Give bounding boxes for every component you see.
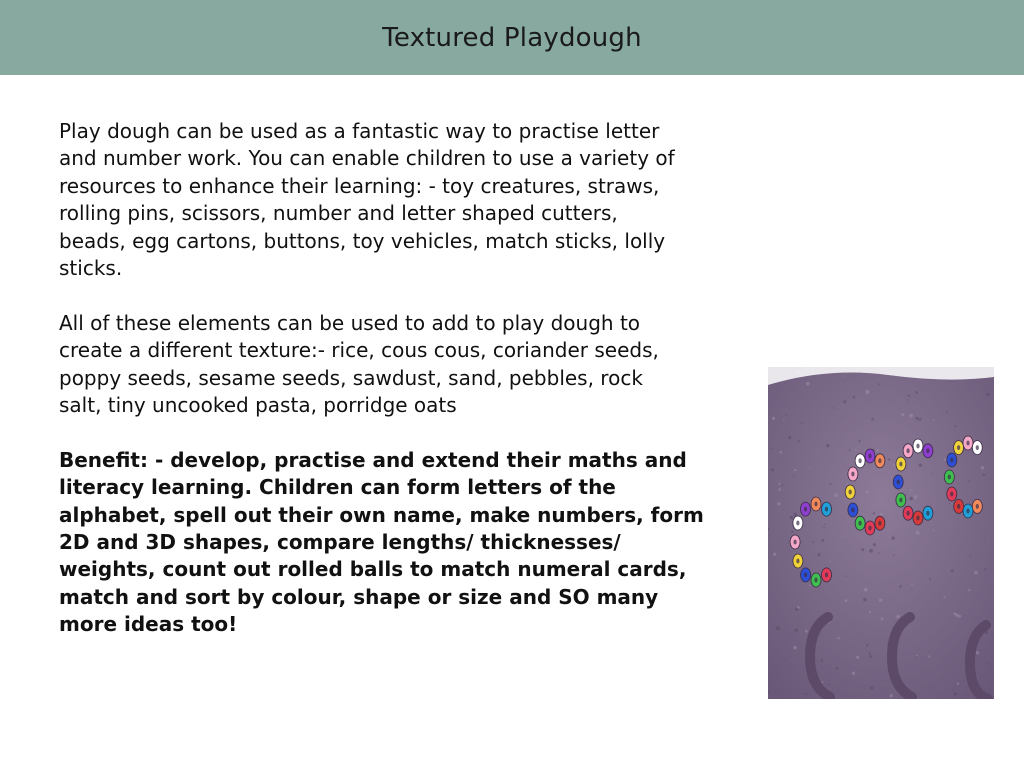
dough-background [768, 367, 994, 699]
texture-speck [974, 571, 977, 574]
texture-speck [879, 383, 881, 385]
texture-speck [893, 555, 895, 557]
bead-hole [796, 521, 799, 526]
texture-speck [909, 414, 913, 418]
bead-hole [926, 448, 929, 453]
texture-speck [821, 659, 824, 662]
texture-speck [914, 495, 917, 498]
texture-speck [870, 655, 873, 658]
texture-speck [887, 679, 888, 680]
texture-speck [986, 393, 990, 397]
texture-speck [887, 506, 889, 508]
texture-speck [778, 483, 780, 485]
texture-speck [891, 476, 893, 478]
texture-speck [786, 414, 788, 416]
texture-speck [933, 419, 935, 421]
texture-speck [888, 459, 890, 461]
texture-speck [772, 417, 775, 420]
texture-speck [830, 561, 832, 563]
texture-speck [852, 672, 855, 675]
texture-speck [847, 483, 848, 484]
texture-speck [828, 684, 829, 685]
texture-speck [870, 686, 874, 690]
bead-hole [804, 573, 807, 578]
texture-speck [818, 553, 821, 556]
texture-speck [958, 615, 961, 618]
texture-speck [955, 614, 958, 617]
texture-speck [951, 570, 954, 573]
bead-hole [878, 458, 881, 463]
texture-speck [845, 576, 846, 577]
bead-hole [814, 578, 817, 583]
texture-speck [821, 681, 823, 683]
texture-speck [777, 502, 780, 505]
texture-speck [869, 653, 871, 655]
texture-speck [773, 553, 776, 556]
texture-speck [821, 539, 824, 542]
bead-hole [916, 444, 919, 449]
texture-speck [794, 469, 796, 471]
title-bar [0, 0, 1024, 75]
texture-speck [843, 400, 846, 403]
texture-speck [986, 663, 988, 665]
bead-hole [916, 516, 919, 521]
texture-speck [871, 418, 874, 421]
texture-speck [907, 399, 908, 400]
texture-speck [805, 693, 807, 695]
texture-speck [890, 694, 893, 697]
texture-speck [879, 599, 882, 602]
texture-speck [910, 489, 912, 491]
texture-speck [933, 530, 935, 532]
texture-speck [875, 504, 876, 505]
paragraph-resources: Play dough can be used as a fantastic way to practise letter and number work. You can enable children to use a variety of resources to enhance their learning: - toy creatures, straws, rolling pins, scissors, number and letter shaped cutters, beads, egg cartons, buttons, toy vehicles, match sticks, lolly sticks. [59, 119, 675, 281]
texture-speck [849, 449, 851, 451]
texture-speck [869, 549, 873, 553]
bead-hole [825, 507, 828, 512]
texture-speck [778, 488, 781, 491]
texture-speck [837, 637, 839, 639]
texture-speck [858, 440, 860, 442]
texture-speck [810, 467, 811, 468]
texture-speck [911, 584, 913, 586]
texture-speck [866, 390, 870, 394]
bead-hole [851, 508, 854, 513]
texture-speck [984, 537, 985, 538]
texture-speck [805, 630, 808, 633]
texture-speck [853, 396, 856, 399]
bead-hole [950, 492, 953, 497]
texture-speck [976, 651, 979, 654]
texture-speck [866, 491, 869, 494]
bead-hole [849, 490, 852, 495]
texture-speck [919, 418, 922, 421]
texture-speck [809, 584, 811, 586]
texture-speck [908, 395, 910, 397]
texture-speck [780, 451, 783, 454]
texture-speck [836, 667, 839, 670]
bead-hole [966, 441, 969, 446]
texture-speck [812, 541, 814, 543]
bead-hole [948, 475, 951, 480]
texture-speck [806, 382, 810, 386]
texture-speck [969, 555, 970, 556]
bead-hole [926, 511, 929, 516]
texture-speck [785, 659, 786, 660]
bead-hole [851, 472, 854, 477]
texture-speck [905, 494, 906, 495]
texture-speck [881, 617, 884, 620]
texture-speck [916, 656, 918, 658]
texture-speck [869, 611, 871, 613]
bead-hole [976, 445, 979, 450]
texture-speck [949, 503, 950, 504]
texture-speck [946, 412, 948, 414]
texture-speck [783, 420, 784, 421]
texture-speck [957, 683, 959, 685]
bead-hole [859, 458, 862, 463]
texture-speck [801, 422, 803, 424]
bead-hole [957, 445, 960, 450]
texture-speck [919, 464, 922, 467]
bead-hole [976, 504, 979, 509]
texture-speck [782, 484, 784, 486]
texture-speck [915, 391, 918, 394]
texture-speck [791, 531, 793, 533]
bead-hole [814, 502, 817, 507]
bead-hole [897, 480, 900, 485]
texture-speck [863, 598, 866, 601]
texture-speck [793, 475, 794, 476]
texture-speck [842, 375, 843, 376]
texture-speck [968, 481, 970, 483]
slide-title: Textured Playdough [382, 22, 642, 53]
bead-hole [796, 559, 799, 564]
texture-speck [873, 543, 876, 546]
texture-speck [915, 417, 918, 420]
texture-speck [770, 448, 772, 450]
bead-hole [966, 509, 969, 514]
bead-hole [868, 454, 871, 459]
bead-hole [907, 448, 910, 453]
texture-speck [909, 497, 913, 501]
texture-speck [790, 516, 793, 519]
texture-speck [797, 606, 800, 609]
texture-speck [981, 466, 985, 470]
texture-speck [943, 596, 945, 598]
texture-speck [892, 536, 895, 539]
texture-speck [833, 407, 835, 409]
texture-speck [823, 527, 824, 528]
paragraph-benefit: Benefit: - develop, practise and extend their maths and literacy learning. Children can form letters of the alphabet, spell out their own name, make numbers, form 2D and 3D shapes, compare lengths/ thicknesses/ weights, count out rolled balls to match numeral cards, match and sort by colour, shape or size and SO many more ideas too! [59, 447, 704, 637]
texture-speck [968, 589, 970, 591]
texture-speck [829, 483, 831, 485]
playdough-photo [768, 367, 994, 699]
texture-speck [873, 512, 875, 514]
texture-speck [955, 425, 957, 427]
bead-hole [899, 462, 902, 467]
texture-speck [793, 646, 796, 649]
bead-hole [950, 458, 953, 463]
texture-speck [878, 552, 880, 554]
texture-speck [900, 513, 901, 514]
bead-hole [825, 573, 828, 578]
texture-speck [794, 628, 798, 632]
texture-speck [826, 444, 829, 447]
texture-speck [931, 473, 932, 474]
bead-hole [907, 511, 910, 516]
texture-speck [798, 440, 800, 442]
texture-speck [954, 692, 957, 695]
texture-speck [866, 644, 868, 646]
body-text [59, 118, 739, 666]
texture-speck [901, 413, 904, 416]
texture-speck [864, 588, 868, 592]
texture-speck [805, 379, 806, 380]
texture-speck [834, 493, 838, 497]
texture-speck [983, 474, 985, 476]
texture-speck [788, 436, 791, 439]
texture-speck [916, 531, 920, 535]
texture-speck [876, 449, 878, 451]
bead-hole [804, 507, 807, 512]
texture-speck [856, 656, 859, 659]
texture-speck [929, 578, 931, 580]
texture-speck [928, 655, 930, 657]
texture-speck [855, 449, 857, 451]
bead-hole [899, 498, 902, 503]
texture-speck [776, 626, 780, 630]
texture-speck [880, 513, 884, 517]
texture-speck [861, 548, 864, 551]
texture-speck [845, 599, 848, 602]
paragraph-textures: All of these elements can be used to add to play dough to create a different texture:- rice, cous cous, coriander seeds, poppy seeds, sesame seeds, sawdust, sand, pebbles, rock salt, tiny uncooked pasta, porridge oats [59, 310, 659, 418]
texture-speck [841, 536, 842, 537]
bead-hole [878, 521, 881, 526]
texture-speck [899, 585, 902, 588]
bead-hole [957, 504, 960, 509]
bead-hole [794, 540, 797, 545]
playdough-letters-image [768, 367, 994, 699]
texture-speck [825, 524, 826, 525]
texture-speck [771, 468, 774, 471]
texture-speck [868, 549, 869, 550]
bead-hole [868, 526, 871, 531]
texture-speck [896, 615, 900, 619]
texture-speck [984, 568, 986, 570]
bead-hole [859, 521, 862, 526]
